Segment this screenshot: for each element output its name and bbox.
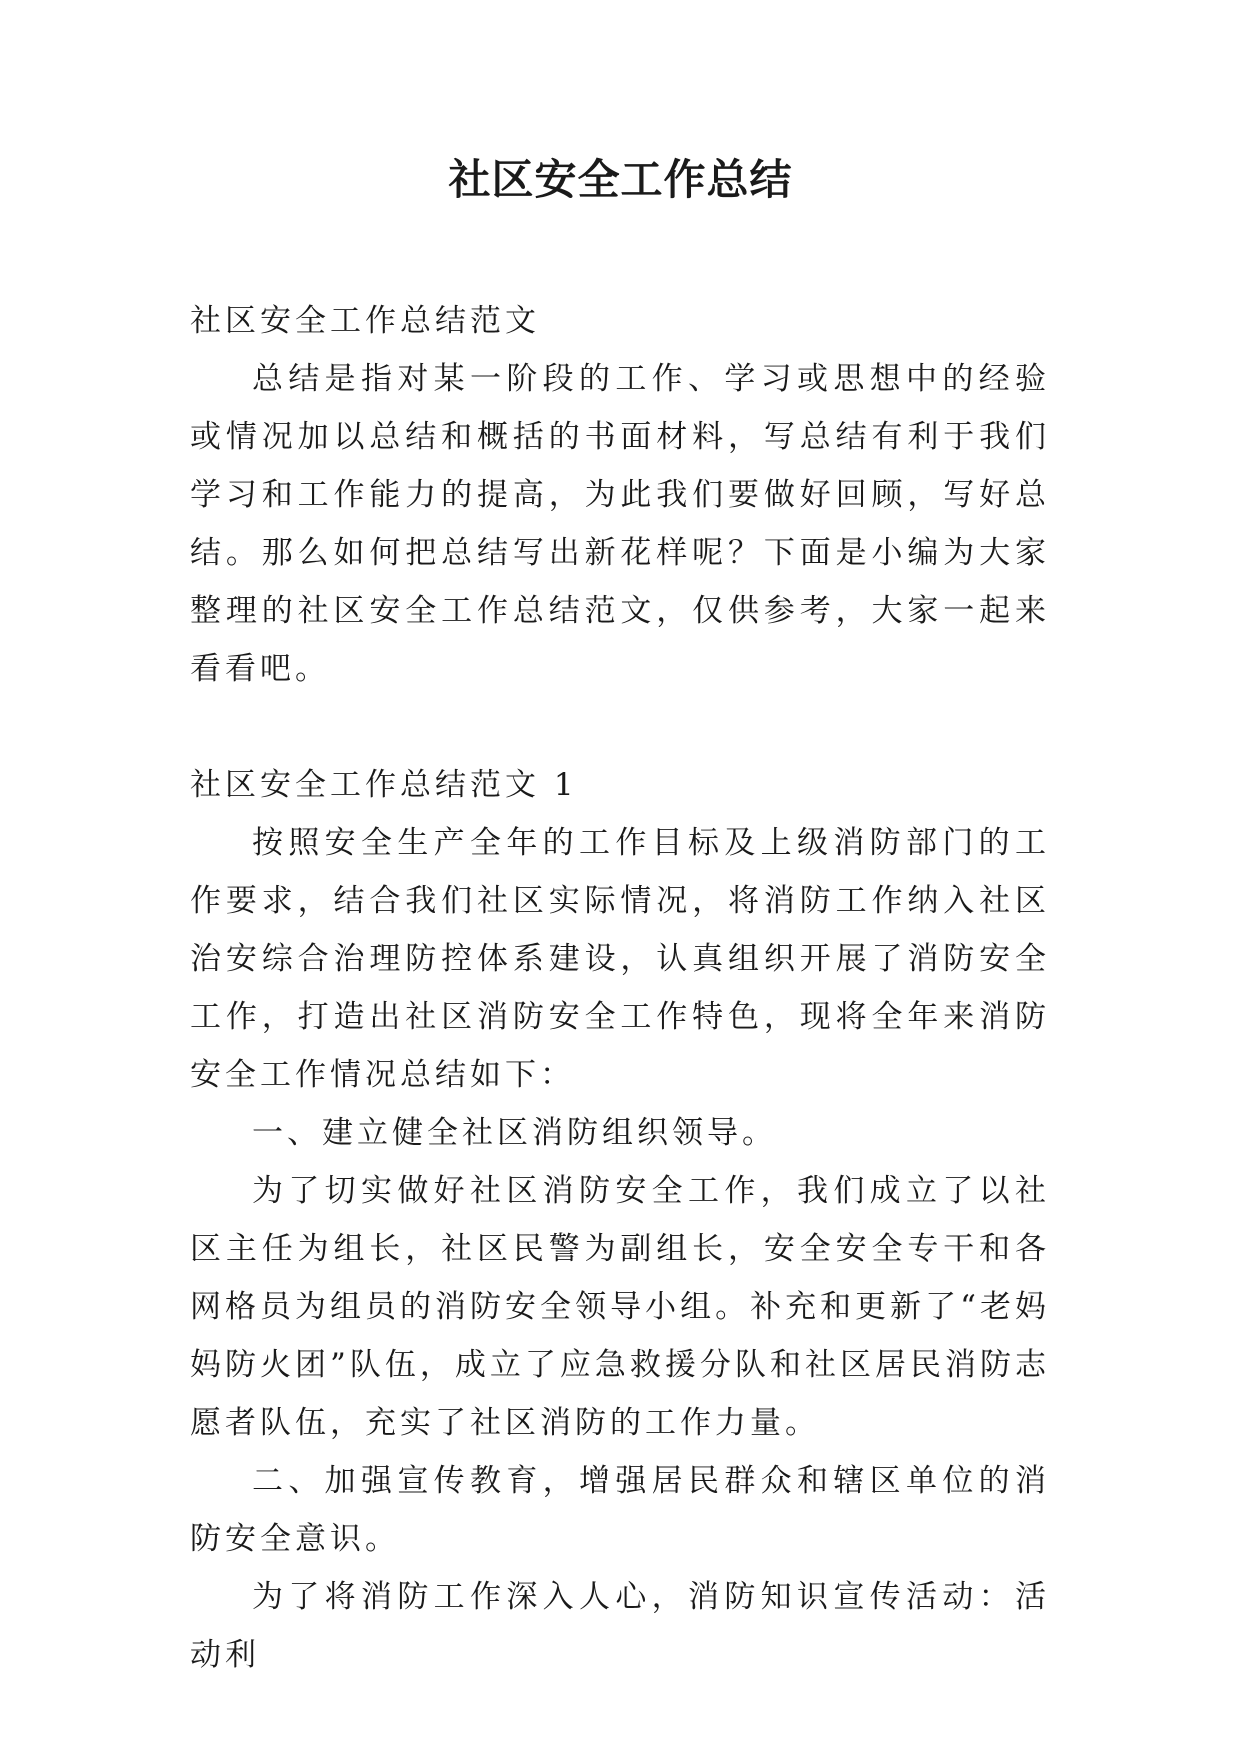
body-paragraph: 二、加强宣传教育，增强居民群众和辖区单位的消防安全意识。	[190, 1463, 1050, 1557]
document-title: 社区安全工作总结	[448, 155, 793, 204]
paragraph-spacer	[190, 698, 1050, 756]
body-paragraph: 一、建立健全社区消防组织领导。	[252, 1115, 777, 1151]
body-paragraph: 按照安全生产全年的工作目标及上级消防部门的工作要求，结合我们社区实际情况，将消防工作纳入社区治安综合治理防控体系建设，认真组织开展了消防安全工作，打造出社区消防安全工作特色，现将全年来消防安全工作情况总结如下：	[190, 825, 1050, 1093]
intro-paragraph: 总结是指对某一阶段的工作、学习或思想中的经验或情况加以总结和概括的书面材料，写总结有利于我们学习和工作能力的提高，为此我们要做好回顾，写好总结。那么如何把总结写出新花样呢？下面是小编为大家整理的社区安全工作总结范文，仅供参考，大家一起来看看吧。	[190, 361, 1050, 687]
body-paragraph: 为了将消防工作深入人心，消防知识宣传活动：活动利	[190, 1579, 1050, 1673]
section-heading: 社区安全工作总结范文	[190, 303, 540, 339]
section-heading: 社区安全工作总结范文 1	[190, 767, 578, 803]
document-body	[190, 292, 1050, 1684]
body-paragraph: 为了切实做好社区消防安全工作，我们成立了以社区主任为组长，社区民警为副组长，安全安全专干和各网格员为组员的消防安全领导小组。补充和更新了“老妈妈防火团”队伍，成立了应急救援分队和社区居民消防志愿者队伍，充实了社区消防的工作力量。	[190, 1173, 1050, 1441]
